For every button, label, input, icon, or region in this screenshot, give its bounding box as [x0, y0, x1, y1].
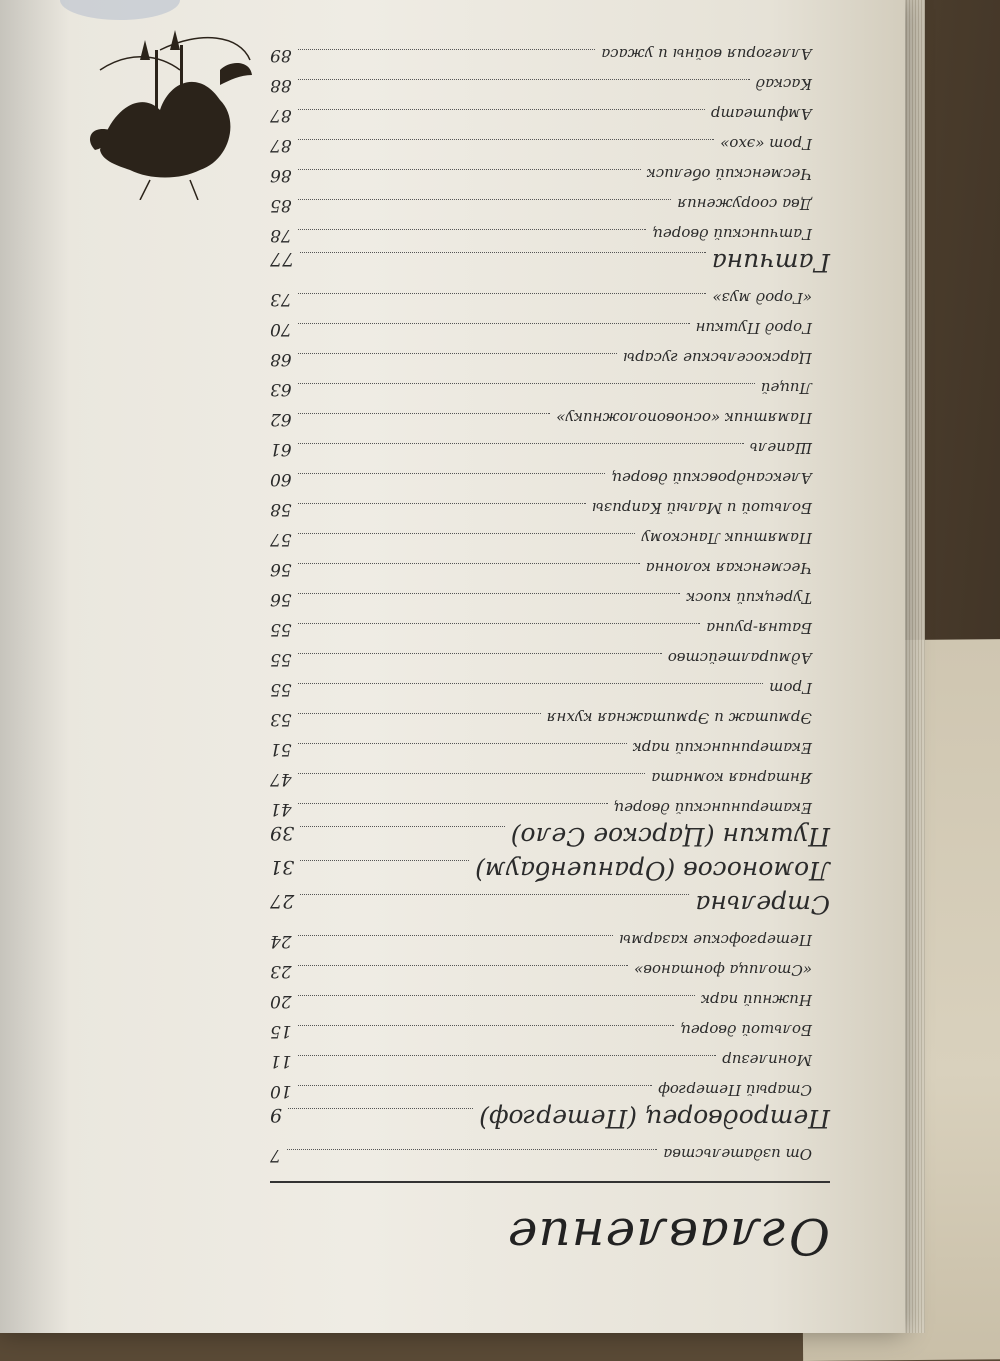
toc-entry-title: Стрельна: [695, 890, 830, 919]
toc-subsection-entry: [270, 1145, 812, 1165]
toc-entry-title: Грот «эхо»: [720, 135, 812, 153]
toc-entry-title: Большой и Малый Капризы: [591, 499, 812, 517]
toc-entry-title: Амфитеатр: [710, 105, 812, 123]
toc-entry-title: Янтарная комната: [651, 769, 812, 787]
toc-subsection-entry: [270, 589, 812, 609]
toc-leader-dots: [298, 1085, 652, 1086]
toc-entry-title: Турецкий киоск: [686, 589, 812, 607]
toc-subsection-entry: [270, 961, 812, 981]
toc-page-number: 7: [270, 1145, 281, 1165]
toc-subsection-entry: [270, 769, 812, 789]
toc-subsection-entry: [270, 289, 812, 309]
toc-entry-title: Монплезир: [722, 1051, 812, 1069]
toc-subsection-entry: [270, 469, 812, 489]
toc-subsection-entry: [270, 319, 812, 339]
toc-entry-title: Екатерининский парк: [632, 739, 812, 757]
toc-entry-title: Памятник «основоположнику»: [556, 409, 812, 427]
toc-leader-dots: [298, 383, 755, 384]
toc-leader-dots: [298, 1055, 717, 1056]
toc-leader-dots: [298, 109, 705, 110]
toc-page-number: 68: [270, 349, 292, 369]
toc-leader-dots: [298, 443, 744, 444]
toc-subsection-entry: [270, 225, 812, 245]
toc-page-number: 41: [270, 799, 292, 819]
toc-leader-dots: [300, 252, 706, 253]
toc-entry-title: От издательства: [663, 1145, 812, 1163]
toc-entry-title: Шапель: [749, 439, 812, 457]
toc-entry-title: Царскосельские гусары: [622, 349, 812, 367]
toc-page-number: 10: [270, 1081, 292, 1101]
toc-page-number: 62: [270, 409, 292, 429]
toc-leader-dots: [298, 803, 608, 804]
toc-leader-dots: [298, 965, 628, 966]
toc-entry-title: «Столица фонтанов»: [634, 961, 812, 979]
toc-subsection-entry: [270, 649, 812, 669]
toc-page-number: 73: [270, 289, 292, 309]
toc-entry-title: Екатерининский дворец: [613, 799, 812, 817]
toc-entry-title: Ломоносов (Ораниенбаум): [475, 856, 830, 885]
toc-entry-title: Город Пушкин: [695, 319, 812, 337]
toc-subsection-entry: [270, 799, 812, 819]
toc-leader-dots: [298, 473, 606, 474]
toc-subsection-entry: [270, 529, 812, 549]
toc-leader-dots: [298, 229, 647, 230]
toc-section-entry: [270, 856, 830, 885]
toc-leader-dots: [298, 773, 646, 774]
toc-subsection-entry: [270, 931, 812, 951]
toc-entry-title: Чесменская колонна: [645, 559, 812, 577]
toc-leader-dots: [298, 653, 662, 654]
toc-subsection-entry: [270, 195, 812, 215]
toc-subsection-entry: [270, 991, 812, 1011]
toc-page-number: 20: [270, 991, 292, 1011]
toc-subsection-entry: [270, 619, 812, 639]
toc-page-number: 47: [270, 769, 292, 789]
toc-subsection-entry: [270, 709, 812, 729]
toc-subsection-entry: [270, 349, 812, 369]
toc-page-number: 55: [270, 619, 292, 639]
toc-leader-dots: [298, 593, 681, 594]
toc-page-number: 88: [270, 75, 292, 95]
toc-leader-dots: [298, 563, 640, 564]
toc-entry-title: «Город муз»: [712, 289, 812, 307]
page-title: Оглавление: [506, 1207, 830, 1265]
toc-entry-title: Аллегория войны и ужаса: [601, 45, 812, 63]
toc-leader-dots: [298, 713, 541, 714]
toc-page-number: 89: [270, 45, 292, 65]
toc-entry-title: Александровский дворец: [611, 469, 812, 487]
toc-leader-dots: [298, 413, 550, 414]
toc-page-number: 15: [270, 1021, 292, 1041]
toc-entry-title: Каскад: [755, 75, 812, 93]
toc-subsection-entry: [270, 499, 812, 519]
toc-leader-dots: [300, 894, 689, 895]
toc-entry-title: Гатчина: [711, 248, 830, 277]
toc-page-number: 23: [270, 961, 292, 981]
toc-leader-dots: [298, 623, 701, 624]
toc-page-number: 77: [270, 248, 295, 270]
toc-entry-title: Два сооружения: [677, 195, 812, 213]
toc-subsection-entry: [270, 739, 812, 759]
toc-leader-dots: [298, 79, 750, 80]
toc-page-number: 63: [270, 379, 292, 399]
vignette-illustration-icon: [80, 30, 255, 200]
toc-subsection-entry: [270, 165, 812, 185]
toc-leader-dots: [298, 1025, 675, 1026]
toc-entry-title: Памятник Ланскому: [641, 529, 812, 547]
toc-section-entry: [270, 822, 830, 851]
toc-entry-title: Эрмитаж и Эрмитажная кухня: [546, 709, 812, 727]
toc-section-entry: [270, 890, 830, 919]
toc-section-entry: [270, 248, 830, 277]
toc-page-number: 86: [270, 165, 292, 185]
toc-entry-title: Адмиралтейство: [667, 649, 812, 667]
toc-leader-dots: [287, 1149, 657, 1150]
toc-leader-dots: [298, 503, 586, 504]
toc-page-number: 57: [270, 529, 292, 549]
toc-subsection-entry: [270, 105, 812, 125]
toc-page-number: 55: [270, 679, 292, 699]
toc-page-number: 53: [270, 709, 292, 729]
toc-entry-title: Старый Петергоф: [658, 1081, 812, 1099]
toc-page-number: 87: [270, 135, 292, 155]
toc-leader-dots: [288, 1108, 473, 1109]
toc-subsection-entry: [270, 559, 812, 579]
toc-leader-dots: [298, 995, 695, 996]
toc-page-number: 9: [270, 1104, 283, 1126]
toc-subsection-entry: [270, 45, 812, 65]
toc-entry-title: Нижний парк: [701, 991, 812, 1009]
toc-page-number: 60: [270, 469, 292, 489]
toc-leader-dots: [300, 860, 469, 861]
toc-page-number: 87: [270, 105, 292, 125]
toc-page-number: 31: [270, 856, 295, 878]
toc-page-number: 39: [270, 822, 295, 844]
toc-page-number: 61: [270, 439, 292, 459]
toc-leader-dots: [300, 826, 505, 827]
toc-leader-dots: [298, 323, 690, 324]
toc-leader-dots: [298, 743, 627, 744]
toc-page-number: 85: [270, 195, 292, 215]
toc-subsection-entry: [270, 1021, 812, 1041]
toc-entry-title: Пушкин (Царское Село): [510, 822, 830, 851]
toc-subsection-entry: [270, 409, 812, 429]
toc-subsection-entry: [270, 75, 812, 95]
toc-subsection-entry: [270, 439, 812, 459]
toc-subsection-entry: [270, 135, 812, 155]
toc-leader-dots: [298, 533, 636, 534]
toc-leader-dots: [298, 49, 596, 50]
toc-page-number: 56: [270, 559, 292, 579]
toc-leader-dots: [298, 683, 764, 684]
toc-leader-dots: [298, 169, 641, 170]
toc-page-number: 27: [270, 890, 295, 912]
toc-subsection-entry: [270, 379, 812, 399]
toc-subsection-entry: [270, 1051, 812, 1071]
toc-page-number: 78: [270, 225, 292, 245]
toc-leader-dots: [298, 199, 672, 200]
toc-entry-title: Петергофские казармы: [619, 931, 812, 949]
toc-subsection-entry: [270, 1081, 812, 1101]
toc-page-number: 58: [270, 499, 292, 519]
toc-entry-title: Петродворец (Петергоф): [479, 1104, 830, 1133]
toc-leader-dots: [298, 935, 613, 936]
toc-page-number: 55: [270, 649, 292, 669]
toc-entry-title: Башня-руина: [706, 619, 812, 637]
toc-leader-dots: [298, 293, 707, 294]
toc-leader-dots: [298, 353, 617, 354]
toc-leader-dots: [298, 139, 715, 140]
toc-section-entry: [270, 1104, 830, 1133]
toc-entry-title: Гатчинский дворец: [652, 225, 812, 243]
toc-entry-title: Грот: [769, 679, 812, 697]
toc-page-number: 11: [270, 1051, 292, 1071]
toc-entry-title: Большой дворец: [680, 1021, 812, 1039]
toc-page-number: 51: [270, 739, 292, 759]
toc-page-number: 24: [270, 931, 292, 951]
toc-page-number: 70: [270, 319, 292, 339]
toc-entry-title: Чесменский обелиск: [646, 165, 812, 183]
toc-entry-title: Лицей: [760, 379, 812, 397]
title-rule: [270, 1181, 830, 1183]
toc-subsection-entry: [270, 679, 812, 699]
toc-page-number: 56: [270, 589, 292, 609]
